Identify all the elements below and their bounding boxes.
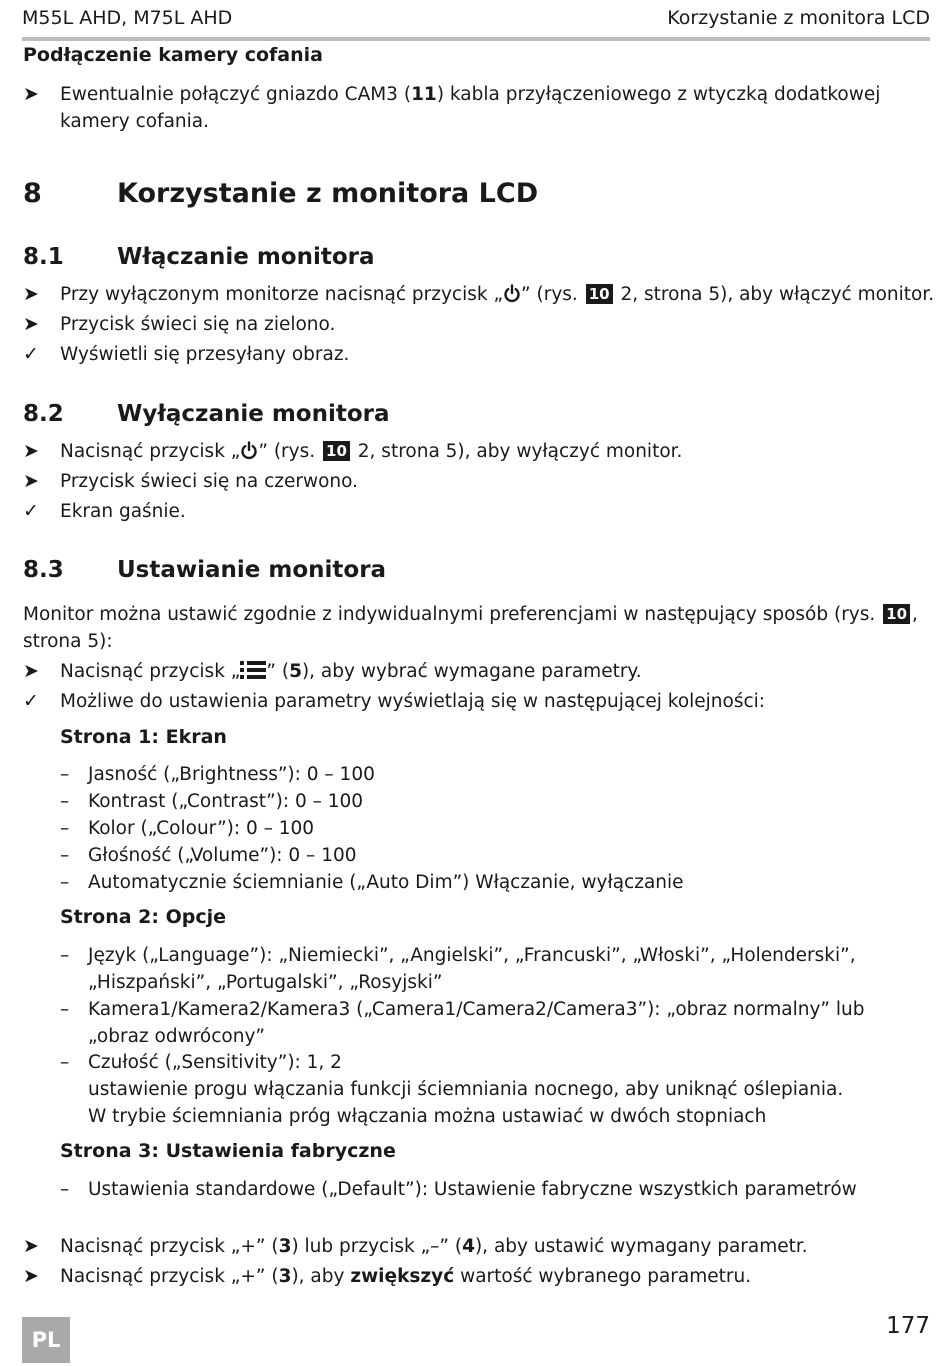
arrow-icon: ➤ [23,1265,39,1287]
arrow-icon: ➤ [23,470,39,492]
arrow-icon: ➤ [23,283,39,305]
page2-heading: Strona 2: Opcje [60,906,226,928]
check-icon: ✓ [23,343,39,365]
list-item-cont: „Hiszpański”, „Portugalski”, „Rosyjski” [88,972,443,993]
check-icon: ✓ [23,690,39,712]
figure-badge: 10 [323,441,350,461]
arrow-icon: ➤ [23,660,39,682]
arrow-icon: ➤ [23,83,39,105]
page1-heading: Strona 1: Ekran [60,726,227,748]
subsection-heading-8-1: 8.1 Włączanie monitora [23,244,375,270]
subsection-heading-8-2: 8.2 Wyłączanie monitora [23,401,390,427]
figure-badge: 10 [586,284,613,304]
arrow-icon: ➤ [23,1235,39,1257]
arrow-icon: ➤ [23,440,39,462]
intro-paragraph: Monitor można ustawić zgodnie z indywidualnymi preferencjami w następujący sposób (rys. 10 , [23,604,918,625]
power-icon [240,441,258,460]
section-heading: 8 Korzystanie z monitora LCD [23,178,539,209]
page3-heading: Strona 3: Ustawienia fabryczne [60,1140,396,1162]
list-item-cont: „obraz odwrócony” [88,1026,265,1047]
power-icon [503,284,521,303]
check-icon: ✓ [23,500,39,522]
page-number: 177 [886,1313,930,1339]
running-header-left: M55L AHD, M75L AHD [22,7,233,29]
list-item-cont: ustawienie progu włączania funkcji ściemniania nocnego, aby uniknąć oślepiania. [88,1079,844,1100]
subsection-heading-8-3: 8.3 Ustawianie monitora [23,557,387,583]
menu-icon [240,660,266,680]
arrow-icon: ➤ [23,313,39,335]
figure-badge: 10 [883,604,910,624]
language-badge: PL [22,1317,70,1363]
camera-subtitle: Podłączenie kamery cofania [23,44,323,66]
camera-step-cont: kamery cofania. [60,111,209,132]
header-rule [22,37,930,41]
running-header-right: Korzystanie z monitora LCD [667,7,930,29]
intro-paragraph-cont: strona 5): [23,631,113,652]
list-item-cont: W trybie ściemniania próg włączania można ustawiać w dwóch stopniach [88,1106,767,1127]
